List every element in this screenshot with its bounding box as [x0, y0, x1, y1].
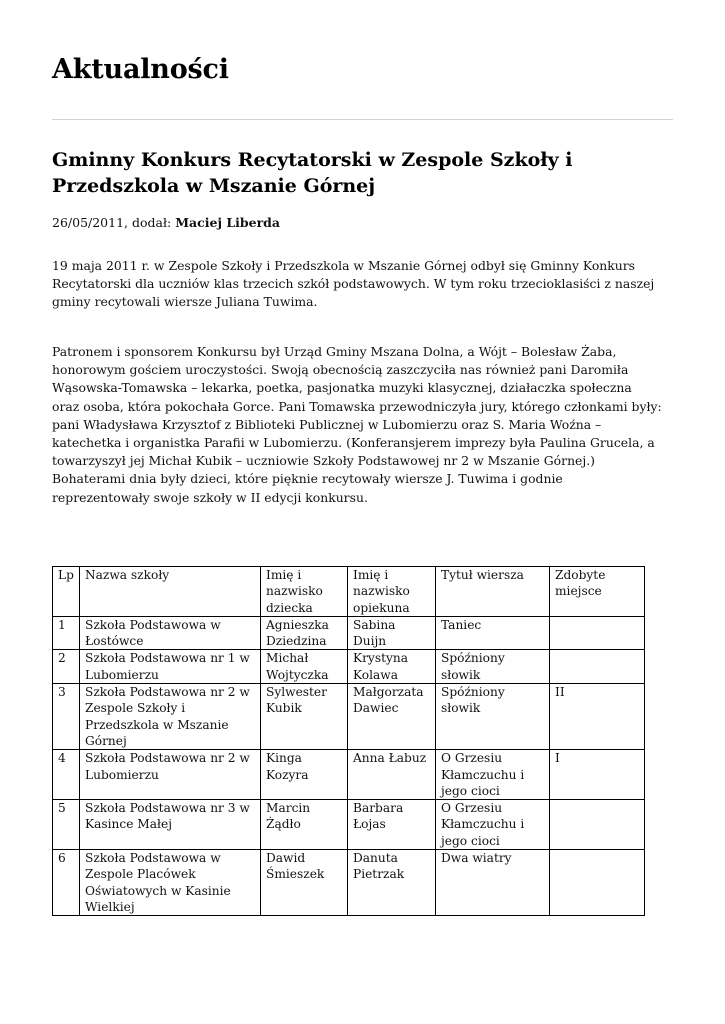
- cell-place: [550, 650, 645, 684]
- cell-place: [550, 616, 645, 650]
- article-author: Maciej Liberda: [175, 215, 280, 230]
- cell-tutor: Sabina Duijn: [348, 616, 436, 650]
- cell-lp: 3: [53, 684, 80, 750]
- table-row: [53, 650, 645, 684]
- article-paragraph-3-text: Bohaterami dnia były dzieci, które pięknie recytowały wiersze J. Tuwima i godnie reprezentowały swoje szkoły w II edycji konkursu.: [52, 471, 563, 505]
- cell-poem: O Grzesiu Kłamczuchu i jego cioci: [436, 800, 550, 850]
- cell-lp: 2: [53, 650, 80, 684]
- cell-tutor: Małgorzata Dawiec: [348, 684, 436, 750]
- cell-poem: Taniec: [436, 616, 550, 650]
- cell-school: Szkoła Podstawowa nr 3 w Kasince Małej: [80, 800, 261, 850]
- article-paragraph-2-text: Patronem i sponsorem Konkursu był Urząd Gminy Mszana Dolna, a Wójt – Bolesław Żaba, honorowym gościem uroczystości. Swoją obecnością zaszczyciła nas również pani Daromiła Wąsowska-Tomawska – lekarka, poetka, pasjonatka muzyki klasycznej, działaczka społeczna oraz osoba, która pokochała Gorce. Pani Tomawska przewodniczyła jury, którego członkami były: pani Władysława Krzysztof z Biblioteki Publicznej w Lubomierzu oraz S. Maria Woźna – katechetka i organistka Parafii w Lubomierzu. (Konferansjerem imprezy była Paulina Grucela, a towarzyszył jej Michał Kubik – uczniowie Szkoły Podstawowej nr 2 w Mszanie Górnej.): [52, 344, 662, 469]
- article-paragraph-2: [52, 343, 662, 507]
- article-paragraph-1: 19 maja 2011 r. w Zespole Szkoły i Przedszkola w Mszanie Górnej odbył się Gminny Konkurs Recytatorski dla uczniów klas trzecich szkół podstawowych. W tym roku trzecioklasiści z naszej gminy recytowali wiersze Juliana Tuwima.: [52, 258, 655, 310]
- page-heading: Aktualności: [52, 54, 229, 85]
- cell-school: Szkoła Podstawowa nr 2 w Lubomierzu: [80, 750, 261, 800]
- cell-tutor: Anna Łabuz: [348, 750, 436, 800]
- cell-child: Kinga Kozyra: [261, 750, 348, 800]
- header-child: Imię i nazwisko dziecka: [261, 567, 348, 617]
- cell-child: Agnieszka Dziedzina: [261, 616, 348, 650]
- cell-child: Sylwester Kubik: [261, 684, 348, 750]
- author-prefix: , dodał:: [124, 215, 176, 230]
- cell-poem: Dwa wiatry: [436, 850, 550, 916]
- header-tutor: Imię i nazwisko opiekuna: [348, 567, 436, 617]
- cell-school: Szkoła Podstawowa w Zespole Placówek Oświatowych w Kasinie Wielkiej: [80, 850, 261, 916]
- cell-child: Michał Wojtyczka: [261, 650, 348, 684]
- cell-lp: 5: [53, 800, 80, 850]
- cell-child: Dawid Śmieszek: [261, 850, 348, 916]
- cell-tutor: Krystyna Kolawa: [348, 650, 436, 684]
- table-row: [53, 684, 645, 750]
- cell-place: [550, 850, 645, 916]
- cell-place: [550, 800, 645, 850]
- results-table: [52, 566, 645, 916]
- header-place: Zdobyte miejsce: [550, 567, 645, 617]
- cell-lp: 4: [53, 750, 80, 800]
- cell-lp: 6: [53, 850, 80, 916]
- heading-divider: [52, 119, 673, 120]
- cell-place: I: [550, 750, 645, 800]
- article-title[interactable]: Gminny Konkurs Recytatorski w Zespole Szkoły i Przedszkola w Mszanie Górnej: [52, 149, 573, 197]
- article-date: 26/05/2011: [52, 215, 125, 230]
- cell-poem: O Grzesiu Kłamczuchu i jego cioci: [436, 750, 550, 800]
- table-row: [53, 850, 645, 916]
- header-lp: Lp: [53, 567, 80, 617]
- cell-tutor: Danuta Pietrzak: [348, 850, 436, 916]
- header-poem: Tytuł wiersza: [436, 567, 550, 617]
- cell-school: Szkoła Podstawowa nr 2 w Zespole Szkoły i Przedszkola w Mszanie Górnej: [80, 684, 261, 750]
- cell-child: Marcin Żądło: [261, 800, 348, 850]
- cell-school: Szkoła Podstawowa nr 1 w Lubomierzu: [80, 650, 261, 684]
- cell-poem: Spóźniony słowik: [436, 650, 550, 684]
- cell-school: Szkoła Podstawowa w Łostówce: [80, 616, 261, 650]
- cell-lp: 1: [53, 616, 80, 650]
- cell-poem: Spóźniony słowik: [436, 684, 550, 750]
- cell-tutor: Barbara Łojas: [348, 800, 436, 850]
- table-row: [53, 616, 645, 650]
- cell-place: II: [550, 684, 645, 750]
- header-school: Nazwa szkoły: [80, 567, 261, 617]
- article-meta: [52, 214, 280, 232]
- table-row: [53, 800, 645, 850]
- table-header-row: [53, 567, 645, 617]
- table-row: [53, 750, 645, 800]
